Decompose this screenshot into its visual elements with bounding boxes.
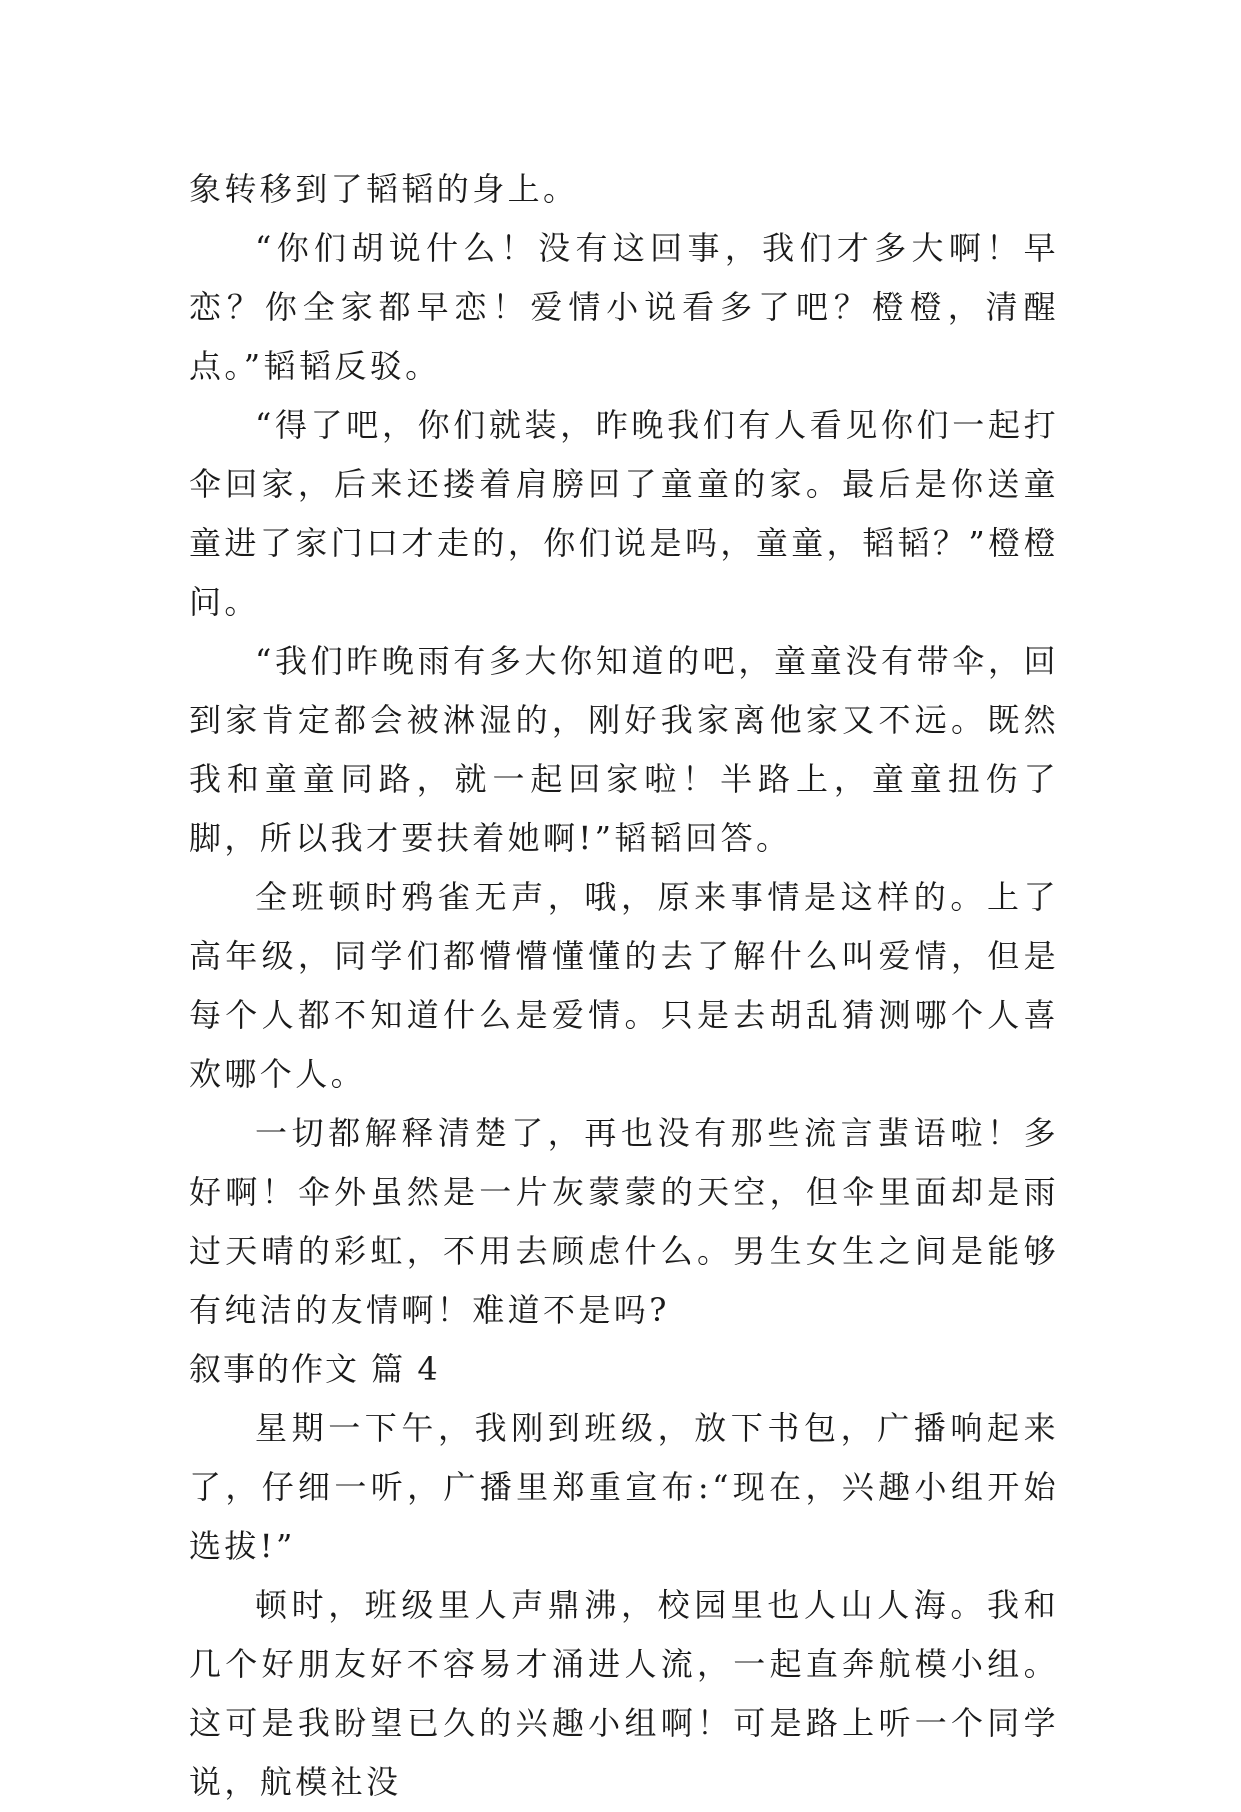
paragraph: “你们胡说什么！没有这回事，我们才多大啊！早恋？你全家都早恋！爱情小说看多了吧？橙橙，清醒点。”韬韬反驳。: [189, 229, 1059, 385]
document-body: [189, 160, 1059, 1812]
paragraph: “得了吧，你们就装，昨晚我们有人看见你们一起打伞回家，后来还搂着肩膀回了童童的家。最后是你送童童进了家门口才走的，你们说是吗，童童，韬韬？”橙橙问。: [189, 406, 1059, 621]
paragraph: 顿时，班级里人声鼎沸，校园里也人山人海。我和几个好朋友好不容易才涌进人流，一起直奔航模小组。这可是我盼望已久的兴趣小组啊！可是路上听一个同学说，航模社没: [189, 1586, 1059, 1801]
paragraph: 全班顿时鸦雀无声，哦，原来事情是这样的。上了高年级，同学们都懵懵懂懂的去了解什么叫爱情，但是每个人都不知道什么是爱情。只是去胡乱猜测哪个人喜欢哪个人。: [189, 878, 1059, 1093]
paragraph-continued: 象转移到了韬韬的身上。: [189, 170, 579, 208]
paragraph: 星期一下午，我刚到班级，放下书包，广播响起来了，仔细一听，广播里郑重宣布:“现在，兴趣小组开始选拔!”: [189, 1409, 1059, 1565]
section-heading: 叙事的作文 篇 4: [189, 1350, 440, 1388]
paragraph: “我们昨晚雨有多大你知道的吧，童童没有带伞，回到家肯定都会被淋湿的，刚好我家离他家又不远。既然我和童童同路，就一起回家啦！半路上，童童扭伤了脚，所以我才要扶着她啊!”韬韬回答。: [189, 642, 1059, 857]
paragraph: 一切都解释清楚了，再也没有那些流言蜚语啦！多好啊！伞外虽然是一片灰蒙蒙的天空，但伞里面却是雨过天晴的彩虹，不用去顾虑什么。男生女生之间是能够有纯洁的友情啊！难道不是吗?: [189, 1114, 1059, 1329]
